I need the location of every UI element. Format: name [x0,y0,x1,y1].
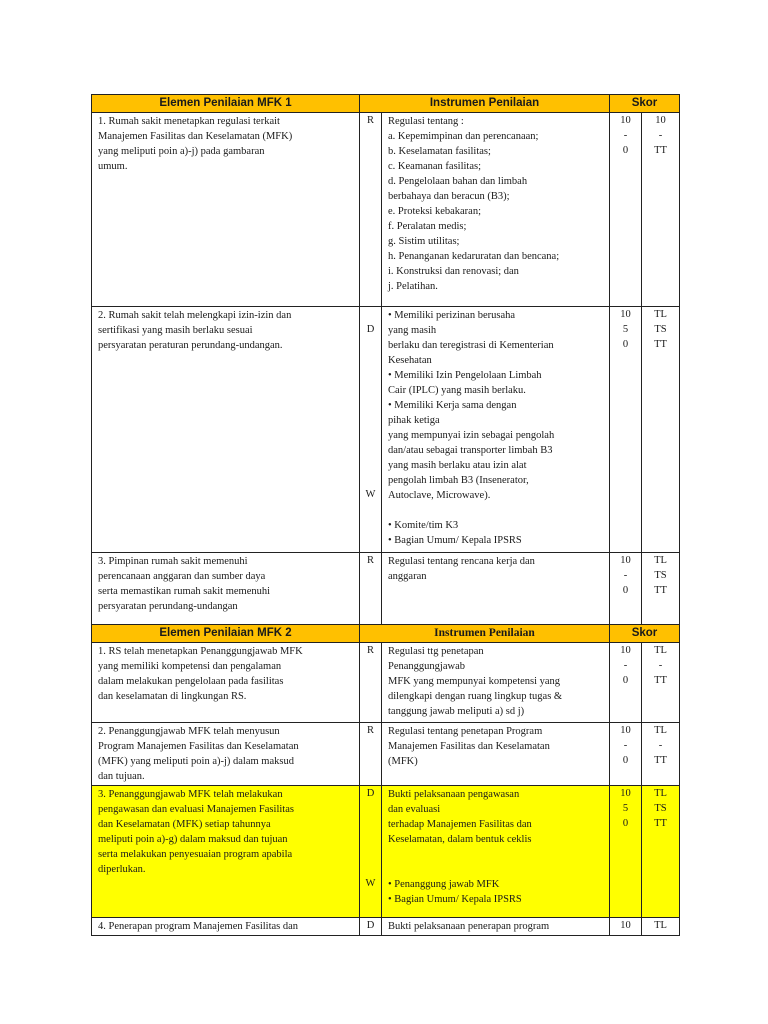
cell-line: TL [654,555,667,566]
cell-line: pengolah limbah B3 (Insenerator, [388,475,529,486]
cell-line: pihak ketiga [388,415,440,426]
code-label: D [366,920,375,931]
table-row [92,553,680,625]
instrument-cell [382,553,610,625]
mfk2-header-instrument: Instrumen Penilaian [360,625,610,643]
assessment-table [91,94,680,936]
cell-line: f. Peralatan medis; [388,221,467,232]
cell-line: berbahaya dan beracun (B3); [388,191,510,202]
table-row [92,113,680,307]
cell-line: anggaran [388,571,427,582]
code-label: R [366,115,374,126]
instrument-w-lines [388,877,603,907]
cell-line: serta memastikan rumah sakit memenuhi [98,586,271,597]
cell-line: TL [654,788,667,799]
code-cell [360,918,382,936]
score-cell [610,643,642,723]
code-label: D [366,788,375,799]
cell-line: Regulasi ttg penetapan [388,646,484,657]
cell-line: Manajemen Fasilitas dan Keselamatan (MFK) [98,131,293,142]
code-cell [360,113,382,307]
instrument-cell [382,113,610,307]
cell-line: • Komite/tim K3 [388,520,459,531]
instrument-w-lines [388,518,603,548]
cell-line: - [658,740,663,751]
cell-line: yang masih [388,325,437,336]
instrument-cell [382,786,610,918]
cell-line: - [658,130,663,141]
cell-line: dan evaluasi [388,804,441,815]
cell-line: • Penanggung jawab MFK [388,879,500,890]
cell-line: • Bagian Umum/ Kepala IPSRS [388,894,522,905]
cell-line: Regulasi tentang penetapan Program [388,726,543,737]
mfk1-header-instrument: Instrumen Penilaian [360,95,610,113]
cell-line: sertifikasi yang masih berlaku sesuai [98,325,253,336]
instrument-cell [382,643,610,723]
cell-line: - [623,570,628,581]
cell-line: Regulasi tentang rencana kerja dan [388,556,535,567]
cell-line: yang meliputi poin a)-j) pada gambaran [98,146,265,157]
cell-line: c. Keamanan fasilitas; [388,161,482,172]
cell-line: TL [654,725,667,736]
cell-line: yang memiliki kompetensi dan pengalaman [98,661,282,672]
cell-line: j. Pelatihan. [388,281,438,292]
cell-line: Cair (IPLC) yang masih berlaku. [388,385,526,396]
cell-line: • Memiliki Kerja sama dengan [388,400,517,411]
code-label: R [366,645,374,656]
table-row [92,307,680,553]
cell-line: 10 [620,645,631,656]
level-cell [642,113,680,307]
cell-line: TT [654,675,667,686]
cell-line: 3. Pimpinan rumah sakit memenuhi [98,556,248,567]
element-cell [92,553,360,625]
element-cell [92,643,360,723]
instrument-lines [388,787,603,847]
element-cell [92,307,360,553]
cell-line: dilengkapi dengan ruang lingkup tugas & [388,691,563,702]
assessment-sheet [91,94,679,936]
cell-line: 10 [620,725,631,736]
instrument-cell [382,723,610,786]
cell-line: Kesehatan [388,355,432,366]
cell-line: d. Pengelolaan bahan dan limbah [388,176,528,187]
cell-line: Penanggungjawab [388,661,465,672]
element-cell [92,723,360,786]
cell-line: 10 [620,309,631,320]
cell-line: 10 [655,115,666,126]
instrument-cell [382,307,610,553]
cell-line: umum. [98,161,128,172]
cell-line: • Bagian Umum/ Kepala IPSRS [388,535,522,546]
cell-line: dan tujuan. [98,771,145,782]
cell-line: 0 [622,755,629,766]
cell-line: TS [654,803,667,814]
cell-line: 10 [620,555,631,566]
code-cell [360,643,382,723]
cell-line: 4. Penerapan program Manajemen Fasilitas dan [98,921,299,932]
cell-line: 10 [620,788,631,799]
score-cell [610,786,642,918]
cell-line: terhadap Manajemen Fasilitas dan [388,819,532,830]
level-cell [642,723,680,786]
cell-line: 10 [620,920,631,931]
table-row [92,643,680,723]
code-label: R [366,555,374,566]
cell-line: - [623,130,628,141]
cell-line: 3. Penanggungjawab MFK telah melakukan [98,789,283,800]
instrument-lines [388,308,603,503]
cell-line: Bukti pelaksanaan penerapan program [388,921,550,932]
mfk2-header-element: Elemen Penilaian MFK 2 [92,625,360,643]
cell-line: 1. RS telah menetapkan Penanggungjawab MFK [98,646,303,657]
level-cell [642,553,680,625]
cell-line: Regulasi tentang : [388,116,464,127]
cell-line: MFK yang mempunyai kompetensi yang [388,676,561,687]
cell-line: 0 [622,675,629,686]
cell-line: (MFK) yang meliputi poin a)-j) dalam maksud [98,756,294,767]
element-cell [92,786,360,918]
score-cell [610,307,642,553]
table-row-highlighted [92,786,680,918]
cell-line: TT [654,339,667,350]
cell-line: h. Penanganan kedaruratan dan bencana; [388,251,560,262]
cell-line: TT [654,585,667,596]
mfk1-header-row [92,95,680,113]
score-cell [610,113,642,307]
cell-line: TT [654,145,667,156]
code-cell [360,723,382,786]
cell-line: (MFK) [388,756,418,767]
code-cell [360,307,382,553]
cell-line: 2. Penanggungjawab MFK telah menyusun [98,726,280,737]
cell-line: tanggung jawab meliputi a) sd j) [388,706,525,717]
cell-line: perencanaan anggaran dan sumber daya [98,571,266,582]
code-cell [360,786,382,918]
cell-line: berlaku dan teregistrasi di Kementerian [388,340,554,351]
cell-line: pengawasan dan evaluasi Manajemen Fasilitas [98,804,294,815]
cell-line: e. Proteksi kebakaran; [388,206,482,217]
cell-line: 0 [622,585,629,596]
cell-line: 0 [622,339,629,350]
cell-line: 1. Rumah sakit menetapkan regulasi terkait [98,116,280,127]
cell-line: Program Manajemen Fasilitas dan Keselamatan [98,741,299,752]
cell-line: TL [654,309,667,320]
cell-line: TT [654,818,667,829]
cell-line: 10 [620,115,631,126]
cell-line: 2. Rumah sakit telah melengkapi izin-izin dan [98,310,292,321]
table-row [92,918,680,936]
cell-line: TS [654,324,667,335]
instrument-cell [382,918,610,936]
cell-line: a. Kepemimpinan dan perencanaan; [388,131,539,142]
cell-line: - [623,660,628,671]
cell-line: meliputi poin a)-g) dalam maksud dan tujuan [98,834,288,845]
score-cell [610,723,642,786]
cell-line: i. Konstruksi dan renovasi; dan [388,266,519,277]
level-cell [642,307,680,553]
cell-line: TS [654,570,667,581]
table-row [92,723,680,786]
cell-line: dan keselamatan di lingkungan RS. [98,691,247,702]
code-label: D [366,324,375,335]
cell-line: dan Keselamatan (MFK) setiap tahunnya [98,819,271,830]
code-label: W [365,878,376,889]
cell-line: persyaratan peraturan perundang-undangan. [98,340,283,351]
cell-line: - [658,660,663,671]
cell-line: - [623,740,628,751]
code-label: W [365,489,376,500]
level-cell [642,918,680,936]
cell-line: dan/atau sebagai transporter limbah B3 [388,445,553,456]
mfk2-header-score: Skor [610,625,680,643]
score-cell [610,553,642,625]
cell-line: diperlukan. [98,864,146,875]
cell-line: b. Keselamatan fasilitas; [388,146,491,157]
cell-line: persyaratan perundang-undangan [98,601,238,612]
cell-line: 0 [622,818,629,829]
cell-line: Autoclave, Microwave). [388,490,491,501]
cell-line: serta melakukan penyesuaian program apabila [98,849,293,860]
cell-line: 0 [622,145,629,156]
cell-line: g. Sistim utilitas; [388,236,460,247]
code-cell [360,553,382,625]
cell-line: 5 [622,324,629,335]
cell-line: • Memiliki perizinan berusaha [388,310,516,321]
cell-line: yang masih berlaku atau izin alat [388,460,527,471]
cell-line: 5 [622,803,629,814]
mfk2-header-row [92,625,680,643]
mfk1-header-score: Skor [610,95,680,113]
cell-line: Keselamatan, dalam bentuk ceklis [388,834,532,845]
cell-line: TL [654,920,667,931]
cell-line: TL [654,645,667,656]
element-cell [92,918,360,936]
code-label: R [366,725,374,736]
cell-line: TT [654,755,667,766]
level-cell [642,786,680,918]
cell-line: Bukti pelaksanaan pengawasan [388,789,520,800]
cell-line: • Memiliki Izin Pengelolaan Limbah [388,370,542,381]
level-cell [642,643,680,723]
cell-line: Manajemen Fasilitas dan Keselamatan [388,741,550,752]
score-cell [610,918,642,936]
cell-line: dalam melakukan pengelolaan pada fasilitas [98,676,284,687]
element-cell [92,113,360,307]
mfk1-header-element: Elemen Penilaian MFK 1 [92,95,360,113]
cell-line: yang mempunyai izin sebagai pengolah [388,430,555,441]
